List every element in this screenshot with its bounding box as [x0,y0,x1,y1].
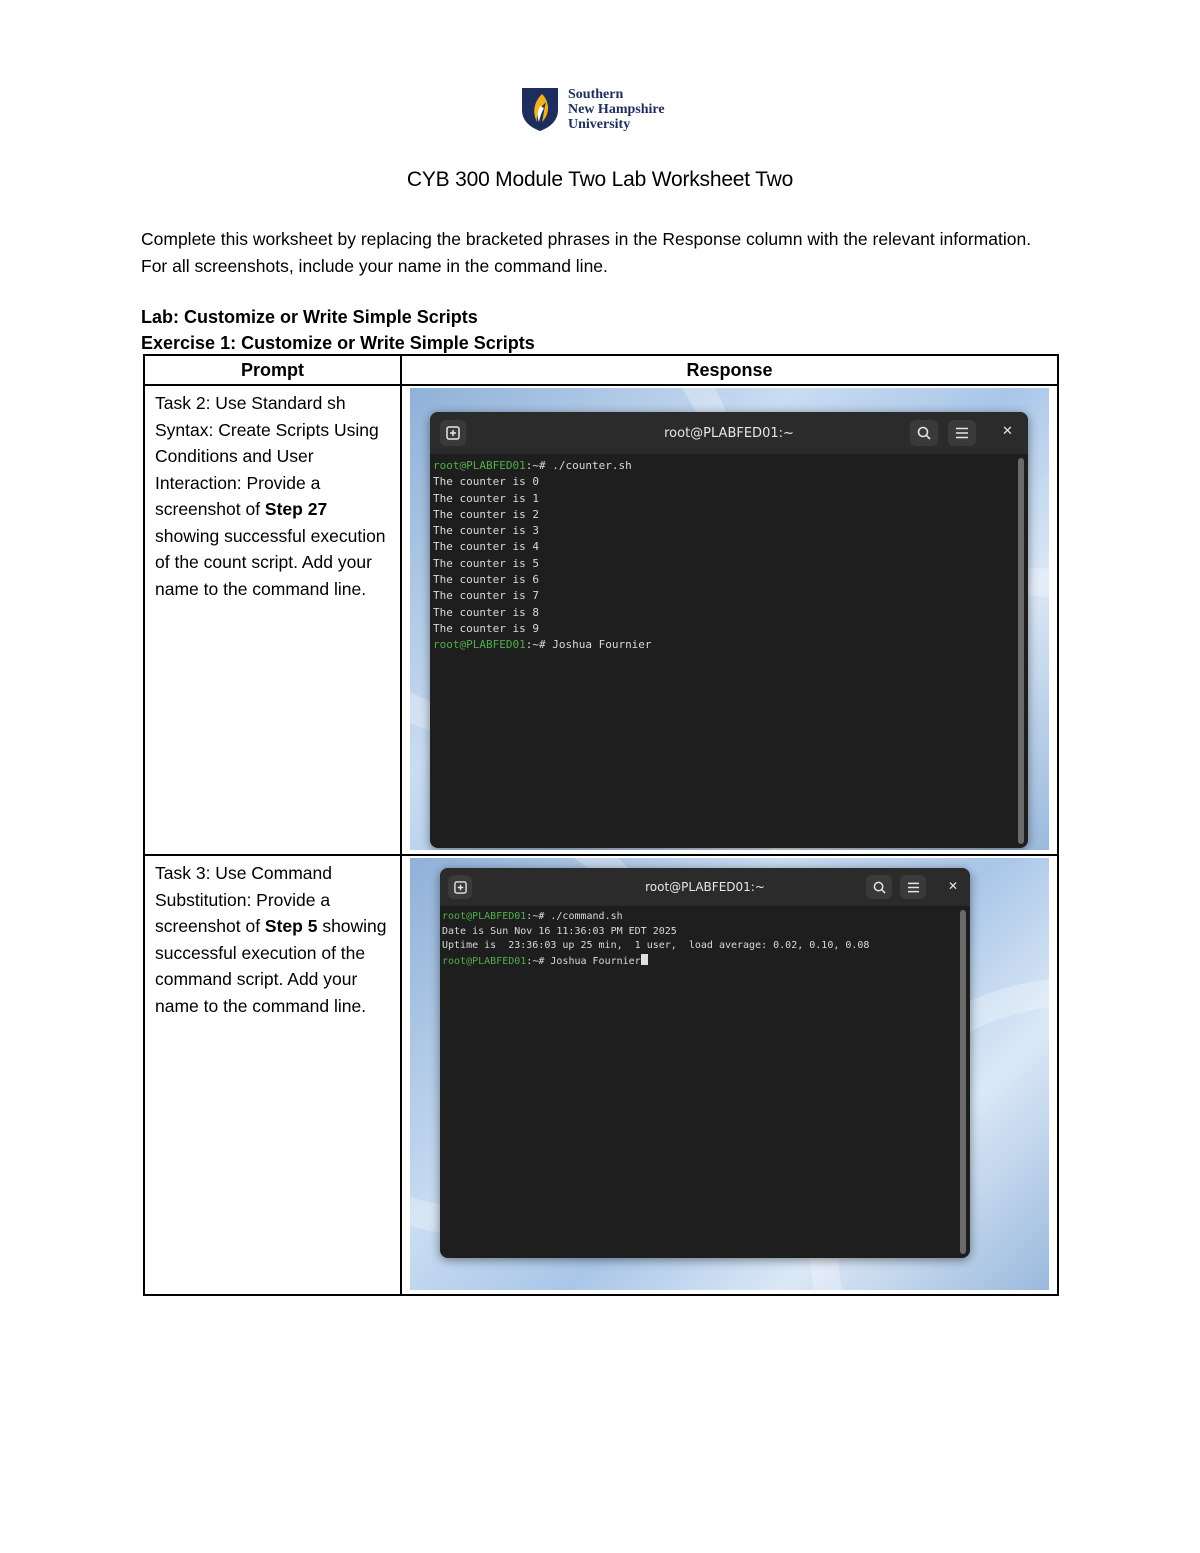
terminal-title: root@PLABFED01:~ [664,425,794,441]
shell-prompt-suffix: :~# [526,911,545,922]
shell-prompt: root@PLABFED01 [433,638,526,652]
search-icon[interactable] [866,875,892,899]
output-line: The counter is 0 [433,475,539,489]
output-line: The counter is 5 [433,556,539,570]
typed-name: Joshua Fournier [544,955,641,967]
prompt-text-post: showing successful execution of the count script. Add your name to the command line. [155,525,386,599]
output-line: The counter is 9 [433,621,539,635]
prompt-cell [144,385,401,855]
header-response: Response [401,355,1058,385]
shell-prompt-suffix: :~# [526,955,545,967]
output-line: The counter is 3 [433,524,539,538]
output-line: Uptime is 23:36:03 up 25 min, 1 user, load average: 0.02, 0.10, 0.08 [442,940,870,951]
screenshot-command [410,858,1049,1290]
shell-prompt-suffix: :~# [525,459,546,472]
shell-prompt: root@PLABFED01 [433,459,526,472]
prompt-text [145,856,400,1019]
lab-heading: Lab: Customize or Write Simple Scripts [141,307,478,327]
table-header-row [144,355,1058,385]
shield-flame-icon [520,86,560,132]
shell-command: ./counter.sh [545,459,632,472]
prompt-text-post: showing successful execution of the command script. Add your name to the command line. [155,916,387,1016]
output-line: The counter is 1 [433,491,539,505]
prompt-step: Step 27 [264,499,328,519]
header-prompt: Prompt [144,355,401,385]
logo-line-3: University [568,116,631,132]
hamburger-menu-icon[interactable] [900,875,926,899]
university-logo [520,84,690,134]
typed-name: Joshua Fournier [545,638,652,652]
prompt-text-pre: Task 3: Use Command Substitution: Provide a screenshot of [155,863,333,936]
output-line: Date is Sun Nov 16 11:36:03 PM EDT 2025 [442,925,677,937]
table-row [144,855,1058,1295]
output-line: The counter is 4 [433,540,539,554]
prompt-step: Step 5 [264,916,318,936]
shell-command: ./command.sh [544,911,623,922]
close-icon[interactable]: ✕ [1002,424,1013,439]
search-icon[interactable] [910,420,938,446]
screenshot-counter [410,388,1049,850]
terminal-titlebar [430,412,1028,454]
prompt-text-pre: Task 2: Use Standard sh Syntax: Create Scripts Using Conditions and User Interaction: Provide a screenshot of [155,393,379,519]
terminal-output [430,454,1028,654]
terminal-titlebar [440,868,970,906]
response-cell [401,855,1058,1295]
shell-prompt: root@PLABFED01 [442,955,527,967]
terminal-input-line[interactable] [442,954,970,970]
terminal-title: root@PLABFED01:~ [645,880,765,894]
exercise-heading: Exercise 1: Customize or Write Simple Scripts [141,333,535,353]
prompt-cell [144,855,401,1295]
prompt-text [145,386,400,602]
table-row [144,385,1058,855]
terminal-scrollbar[interactable] [960,910,966,1254]
worksheet-table [143,354,1059,1296]
text-cursor [641,954,648,965]
hamburger-menu-icon[interactable] [948,420,976,446]
logo-line-1: Southern [568,86,624,102]
shell-prompt: root@PLABFED01 [442,911,527,922]
terminal-input-line[interactable] [433,637,1028,653]
close-icon[interactable]: ✕ [948,879,959,893]
logo-line-2: New Hampshire [568,101,665,117]
response-cell [401,385,1058,855]
output-line: The counter is 2 [433,507,539,521]
intro-paragraph: Complete this worksheet by replacing the bracketed phrases in the Response column with the relevant information. For all screenshots, include your name in the command line. [141,229,1032,276]
terminal-window [430,412,1028,848]
page-title: CYB 300 Module Two Lab Worksheet Two [406,168,794,191]
output-line: The counter is 8 [433,605,539,619]
terminal-output [440,906,970,969]
output-line: The counter is 7 [433,589,539,603]
shell-prompt-suffix: :~# [525,638,546,652]
logo-wordmark [568,87,665,132]
terminal-scrollbar[interactable] [1018,458,1024,844]
output-line: The counter is 6 [433,573,539,587]
terminal-command-line [442,910,970,925]
terminal-window [440,868,970,1258]
terminal-command-line [433,458,1028,474]
